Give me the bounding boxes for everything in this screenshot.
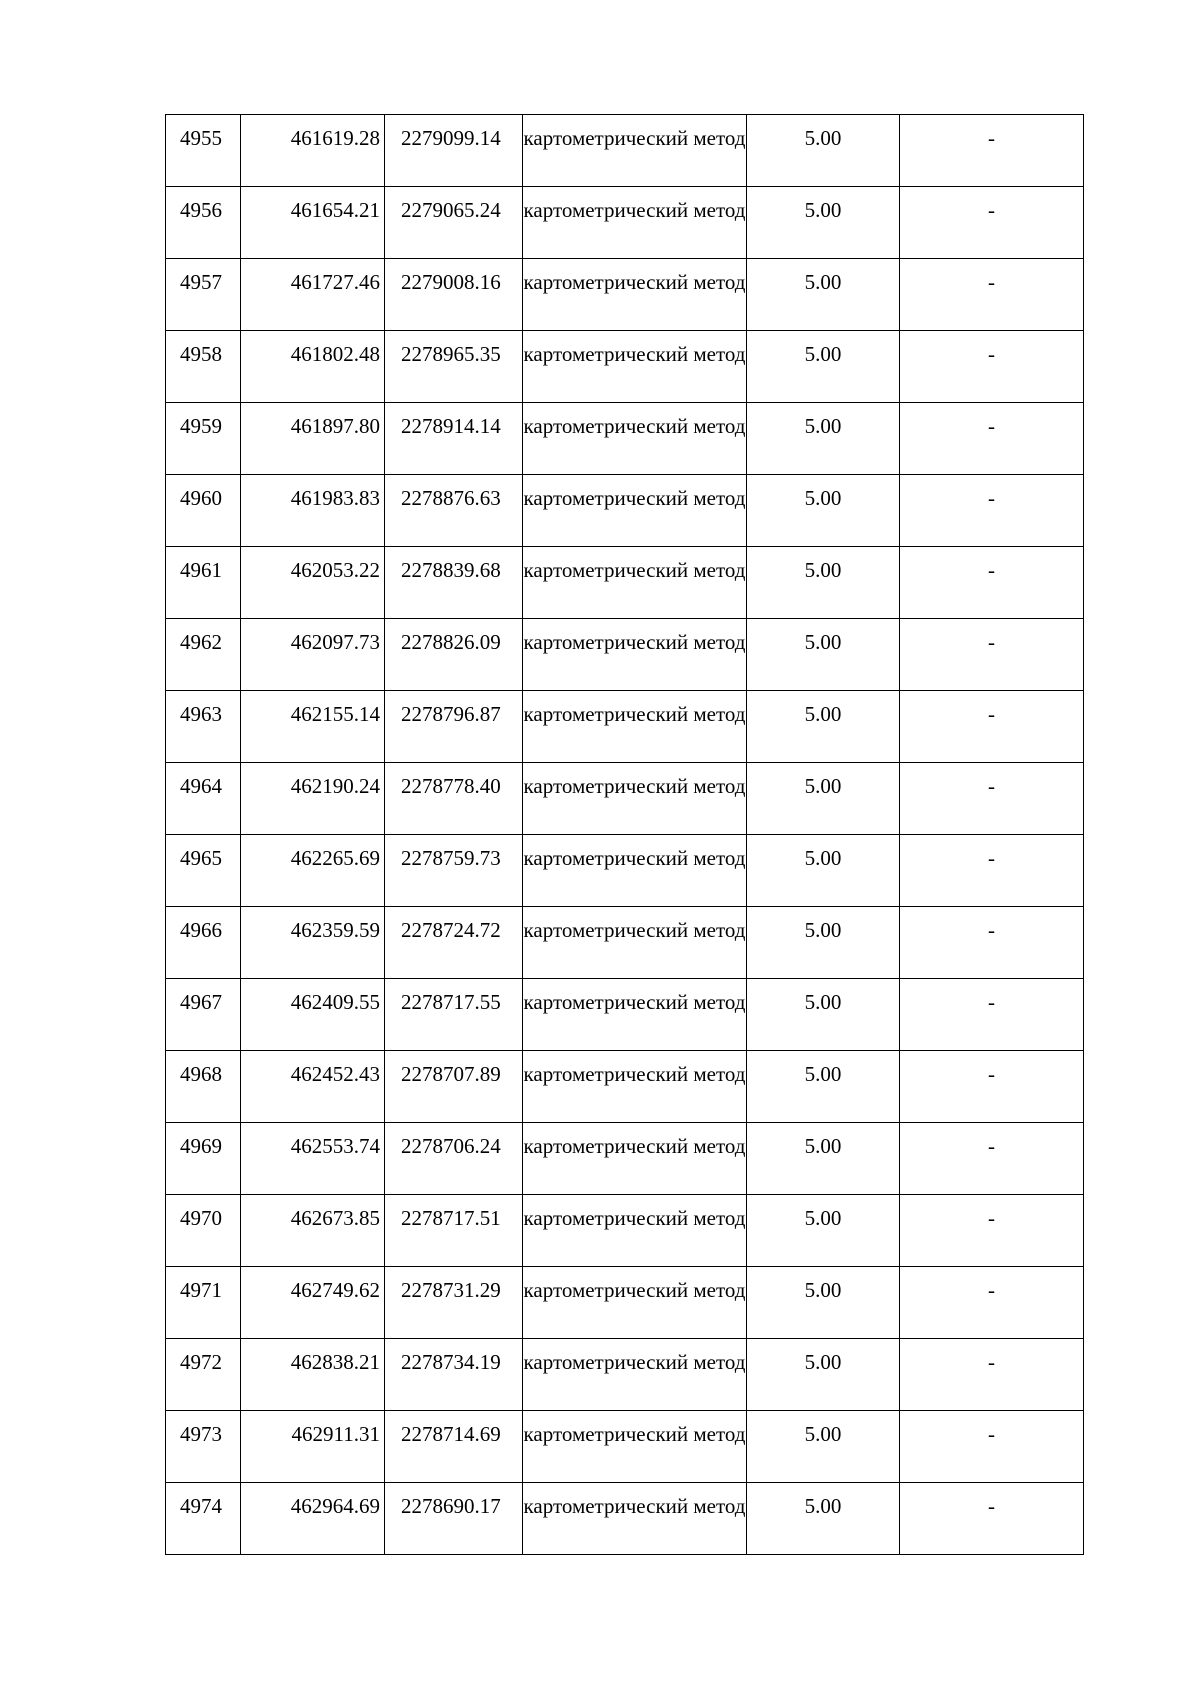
description-cell: -	[900, 979, 1084, 1051]
description-cell: -	[900, 547, 1084, 619]
method-cell: картометрический метод	[523, 1051, 747, 1123]
description-cell: -	[900, 691, 1084, 763]
y-coordinate-cell: 2278690.17	[385, 1483, 523, 1555]
method-cell: картометрический метод	[523, 1339, 747, 1411]
description-cell: -	[900, 1195, 1084, 1267]
point-number-cell: 4964	[166, 763, 241, 835]
x-coordinate-cell: 462838.21	[241, 1339, 385, 1411]
point-number-cell: 4966	[166, 907, 241, 979]
accuracy-cell: 5.00	[747, 259, 900, 331]
x-coordinate-cell: 462911.31	[241, 1411, 385, 1483]
table-row	[166, 907, 1084, 979]
method-cell: картометрический метод	[523, 979, 747, 1051]
method-cell: картометрический метод	[523, 763, 747, 835]
method-cell: картометрический метод	[523, 1411, 747, 1483]
x-coordinate-cell: 461802.48	[241, 331, 385, 403]
y-coordinate-cell: 2278707.89	[385, 1051, 523, 1123]
accuracy-cell: 5.00	[747, 403, 900, 475]
description-cell: -	[900, 1339, 1084, 1411]
description-cell: -	[900, 907, 1084, 979]
y-coordinate-cell: 2278714.69	[385, 1411, 523, 1483]
x-coordinate-cell: 462673.85	[241, 1195, 385, 1267]
point-number-cell: 4971	[166, 1267, 241, 1339]
point-number-cell: 4957	[166, 259, 241, 331]
y-coordinate-cell: 2278717.51	[385, 1195, 523, 1267]
method-cell: картометрический метод	[523, 331, 747, 403]
y-coordinate-cell: 2278796.87	[385, 691, 523, 763]
description-cell: -	[900, 115, 1084, 187]
method-cell: картометрический метод	[523, 403, 747, 475]
description-cell: -	[900, 259, 1084, 331]
point-number-cell: 4967	[166, 979, 241, 1051]
table-row	[166, 1411, 1084, 1483]
point-number-cell: 4973	[166, 1411, 241, 1483]
accuracy-cell: 5.00	[747, 1051, 900, 1123]
x-coordinate-cell: 462155.14	[241, 691, 385, 763]
accuracy-cell: 5.00	[747, 331, 900, 403]
method-cell: картометрический метод	[523, 475, 747, 547]
description-cell: -	[900, 187, 1084, 259]
description-cell: -	[900, 1483, 1084, 1555]
table-row	[166, 619, 1084, 691]
accuracy-cell: 5.00	[747, 1195, 900, 1267]
table-row	[166, 547, 1084, 619]
x-coordinate-cell: 461727.46	[241, 259, 385, 331]
accuracy-cell: 5.00	[747, 1123, 900, 1195]
description-cell: -	[900, 1123, 1084, 1195]
x-coordinate-cell: 462409.55	[241, 979, 385, 1051]
method-cell: картометрический метод	[523, 1123, 747, 1195]
method-cell: картометрический метод	[523, 691, 747, 763]
method-cell: картометрический метод	[523, 835, 747, 907]
point-number-cell: 4962	[166, 619, 241, 691]
method-cell: картометрический метод	[523, 115, 747, 187]
table-row	[166, 1051, 1084, 1123]
point-number-cell: 4959	[166, 403, 241, 475]
method-cell: картометрический метод	[523, 1483, 747, 1555]
y-coordinate-cell: 2278876.63	[385, 475, 523, 547]
accuracy-cell: 5.00	[747, 619, 900, 691]
point-number-cell: 4970	[166, 1195, 241, 1267]
table-row	[166, 1483, 1084, 1555]
y-coordinate-cell: 2278914.14	[385, 403, 523, 475]
x-coordinate-cell: 462964.69	[241, 1483, 385, 1555]
table-row	[166, 763, 1084, 835]
point-number-cell: 4955	[166, 115, 241, 187]
table-row	[166, 979, 1084, 1051]
x-coordinate-cell: 462359.59	[241, 907, 385, 979]
description-cell: -	[900, 475, 1084, 547]
y-coordinate-cell: 2278965.35	[385, 331, 523, 403]
table-row	[166, 115, 1084, 187]
table-row	[166, 1195, 1084, 1267]
description-cell: -	[900, 1411, 1084, 1483]
method-cell: картометрический метод	[523, 619, 747, 691]
point-number-cell: 4960	[166, 475, 241, 547]
y-coordinate-cell: 2279099.14	[385, 115, 523, 187]
description-cell: -	[900, 619, 1084, 691]
y-coordinate-cell: 2278839.68	[385, 547, 523, 619]
x-coordinate-cell: 461654.21	[241, 187, 385, 259]
method-cell: картометрический метод	[523, 259, 747, 331]
accuracy-cell: 5.00	[747, 835, 900, 907]
y-coordinate-cell: 2278778.40	[385, 763, 523, 835]
y-coordinate-cell: 2278826.09	[385, 619, 523, 691]
accuracy-cell: 5.00	[747, 1411, 900, 1483]
accuracy-cell: 5.00	[747, 763, 900, 835]
table-row	[166, 835, 1084, 907]
table-row	[166, 1339, 1084, 1411]
coordinates-table	[165, 114, 1084, 1555]
accuracy-cell: 5.00	[747, 907, 900, 979]
table-row	[166, 1267, 1084, 1339]
x-coordinate-cell: 462053.22	[241, 547, 385, 619]
method-cell: картометрический метод	[523, 547, 747, 619]
x-coordinate-cell: 462452.43	[241, 1051, 385, 1123]
x-coordinate-cell: 461619.28	[241, 115, 385, 187]
accuracy-cell: 5.00	[747, 115, 900, 187]
table-row	[166, 403, 1084, 475]
point-number-cell: 4974	[166, 1483, 241, 1555]
accuracy-cell: 5.00	[747, 1267, 900, 1339]
point-number-cell: 4956	[166, 187, 241, 259]
accuracy-cell: 5.00	[747, 1339, 900, 1411]
accuracy-cell: 5.00	[747, 187, 900, 259]
x-coordinate-cell: 461897.80	[241, 403, 385, 475]
point-number-cell: 4968	[166, 1051, 241, 1123]
table-row	[166, 187, 1084, 259]
y-coordinate-cell: 2278706.24	[385, 1123, 523, 1195]
accuracy-cell: 5.00	[747, 475, 900, 547]
accuracy-cell: 5.00	[747, 979, 900, 1051]
point-number-cell: 4972	[166, 1339, 241, 1411]
method-cell: картометрический метод	[523, 1267, 747, 1339]
y-coordinate-cell: 2279008.16	[385, 259, 523, 331]
x-coordinate-cell: 462190.24	[241, 763, 385, 835]
table-row	[166, 259, 1084, 331]
x-coordinate-cell: 462749.62	[241, 1267, 385, 1339]
coordinates-table-body	[166, 115, 1084, 1555]
description-cell: -	[900, 403, 1084, 475]
x-coordinate-cell: 461983.83	[241, 475, 385, 547]
point-number-cell: 4965	[166, 835, 241, 907]
point-number-cell: 4958	[166, 331, 241, 403]
table-row	[166, 691, 1084, 763]
y-coordinate-cell: 2278734.19	[385, 1339, 523, 1411]
y-coordinate-cell: 2278717.55	[385, 979, 523, 1051]
description-cell: -	[900, 1051, 1084, 1123]
description-cell: -	[900, 1267, 1084, 1339]
method-cell: картометрический метод	[523, 187, 747, 259]
x-coordinate-cell: 462097.73	[241, 619, 385, 691]
method-cell: картометрический метод	[523, 1195, 747, 1267]
table-row	[166, 475, 1084, 547]
x-coordinate-cell: 462553.74	[241, 1123, 385, 1195]
accuracy-cell: 5.00	[747, 691, 900, 763]
point-number-cell: 4963	[166, 691, 241, 763]
table-row	[166, 331, 1084, 403]
accuracy-cell: 5.00	[747, 1483, 900, 1555]
point-number-cell: 4969	[166, 1123, 241, 1195]
table-row	[166, 1123, 1084, 1195]
description-cell: -	[900, 331, 1084, 403]
y-coordinate-cell: 2278724.72	[385, 907, 523, 979]
y-coordinate-cell: 2279065.24	[385, 187, 523, 259]
description-cell: -	[900, 835, 1084, 907]
description-cell: -	[900, 763, 1084, 835]
y-coordinate-cell: 2278731.29	[385, 1267, 523, 1339]
y-coordinate-cell: 2278759.73	[385, 835, 523, 907]
method-cell: картометрический метод	[523, 907, 747, 979]
accuracy-cell: 5.00	[747, 547, 900, 619]
x-coordinate-cell: 462265.69	[241, 835, 385, 907]
point-number-cell: 4961	[166, 547, 241, 619]
